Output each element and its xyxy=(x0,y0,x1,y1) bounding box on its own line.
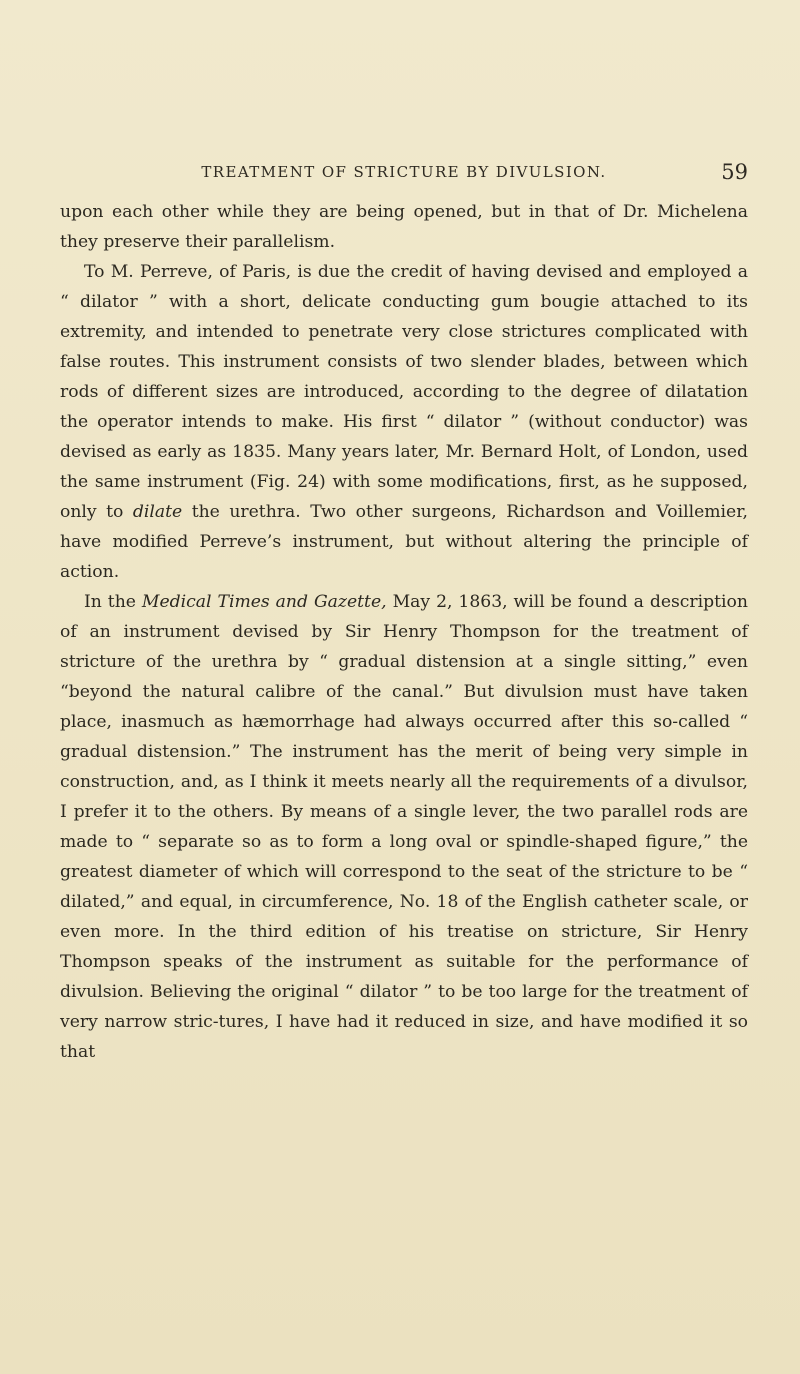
paragraph-3-lead: In the xyxy=(84,592,136,612)
page-header xyxy=(60,160,748,186)
paragraph-3-text: May 2, 1863, will be found a description of an instrument devised by Sir Henry Thompson for the treatment of stricture of the urethra by “ gradual distension at a single sitting,” even “beyond the natural calibre of the canal.” But divulsion must have taken place, inasmuch as hæmorrhage had always occurred after this so-called “ gradual distension.” The instrument has the merit of being very simple in construction, and, as I think it meets nearly all the requirements of a divulsor, I prefer it to the others. By means of a single lever, the two parallel rods are made to “ separate so as to form a long oval or spindle-shaped figure,” the greatest diameter of which will correspond to the seat of the stricture to be “ dilated,” and equal, in circumference, No. 18 of the English catheter scale, or even more. In the third edition of his treatise on stricture, Sir Henry Thompson speaks of the instrument as suitable for the performance of divulsion. Believing the original “ dilator ” to be too large for the treatment of very narrow stric-tures, I have had it reduced in size, and have modified it so that xyxy=(60,592,748,1062)
running-head: TREATMENT OF STRICTURE BY DIVULSION. xyxy=(201,163,607,181)
body-text xyxy=(60,197,748,1067)
paragraph-2-text: To M. Perreve, of Paris, is due the credit of having devised and employed a “ dilator ” with a short, delicate conducting gum bougie attached to its extremity, and intended to penetrate very close strictures complicated with false routes. This instrument consists of two slender blades, between which rods of different sizes are introduced, according to the degree of dilatation the operator intends to make. His first “ dilator ” (without conductor) was devised as early as 1835. Many years later, Mr. Bernard Holt, of London, used the same instrument (Fig. 24) with some modifications, first, as he supposed, only to xyxy=(60,262,748,522)
paragraph-3 xyxy=(60,587,748,1067)
paragraph-2-tail: the urethra. Two other surgeons, Richardson and Voillemier, have modified Perreve’s instrument, but without altering the principle of action. xyxy=(60,502,748,582)
paragraph-1-text: upon each other while they are being opened, but in that of Dr. Michelena they preserve their parallelism. xyxy=(60,202,748,252)
paragraph-1 xyxy=(60,197,748,257)
paragraph-2 xyxy=(60,257,748,587)
emphasis-dilate: dilate xyxy=(132,502,183,522)
emphasis-journal-title: Medical Times and Gazette, xyxy=(141,592,387,612)
page-number: 59 xyxy=(721,160,748,184)
